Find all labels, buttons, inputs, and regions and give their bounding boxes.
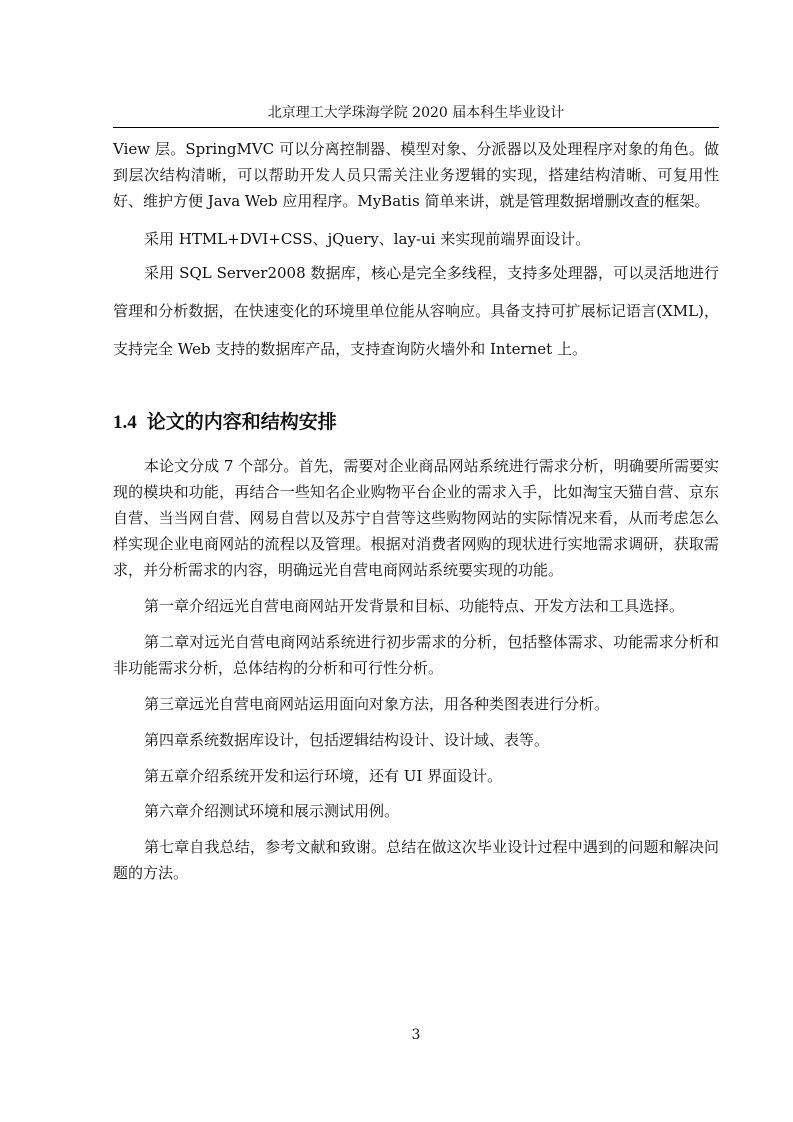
- running-header: 北京理工大学珠海学院 2020 届本科生毕业设计: [267, 105, 565, 121]
- paragraph-chapter-3: 第三章远光自营电商网站运用面向对象方法，用各种类图表进行分析。: [144, 695, 610, 713]
- section-number: 1.4: [113, 412, 137, 433]
- paragraph-mvc-mybatis: View 层。SpringMVC 可以分离控制器、模型对象、分派器以及处理程序对象的角色。做到层次结构清晰，可以帮助开发人员只需关注业务逻辑的实现，搭建结构清晰、可复用性好、维护方便 Java Web 应用程序。MyBatis 简单来讲，就是管理数据增删改查的框架。: [113, 140, 719, 210]
- header-rule: [113, 127, 719, 128]
- paragraph-chapter-1: 第一章介绍远光自营电商网站开发背景和目标、功能特点、开发方法和工具选择。: [144, 597, 685, 615]
- section-heading: [113, 408, 337, 437]
- paragraph-chapter-2: 第二章对远光自营电商网站系统进行初步需求的分析，包括整体需求、功能需求分析和非功能需求分析，总体结构的分析和可行性分析。: [113, 633, 719, 677]
- paragraph-chapter-6: 第六章介绍测试环境和展示测试用例。: [144, 802, 400, 820]
- paragraph-chapter-5: 第五章介绍系统开发和运行环境，还有 UI 界面设计。: [144, 767, 503, 785]
- page-number: 3: [411, 1027, 421, 1043]
- paragraph-chapter-7: 第七章自我总结，参考文献和致谢。总结在做这次毕业设计过程中遇到的问题和解决问题的方法。: [113, 838, 719, 882]
- section-title: 论文的内容和结构安排: [146, 411, 337, 433]
- paragraph-overview: 本论文分成 7 个部分。首先，需要对企业商品网站系统进行需求分析，明确要所需要实现的模块和功能，再结合一些知名企业购物平台企业的需求入手，比如淘宝天猫自营、京东自营、当当网自营、网易自营以及苏宁自营等这些购物网站的实际情况来看，从而考虑怎么样实现企业电商网站的流程以及管理。根据对消费者网购的现状进行实地需求调研，获取需求，并分析需求的内容，明确远光自营电商网站系统要实现的功能。: [113, 457, 719, 579]
- paragraph-sqlserver: 采用 SQL Server2008 数据库，核心是完全多线程，支持多处理器，可以灵活地进行管理和分析数据，在快速变化的环境里单位能从容响应。具备支持可扩展标记语言(XML)，支持完全 Web 支持的数据库产品，支持查询防火墙外和 Internet 上。: [113, 264, 719, 358]
- paragraph-chapter-4: 第四章系统数据库设计，包括逻辑结构设计、设计域、表等。: [144, 731, 550, 749]
- paragraph-frontend: 采用 HTML+DVI+CSS、jQuery、lay-ui 来实现前端界面设计。: [144, 230, 591, 248]
